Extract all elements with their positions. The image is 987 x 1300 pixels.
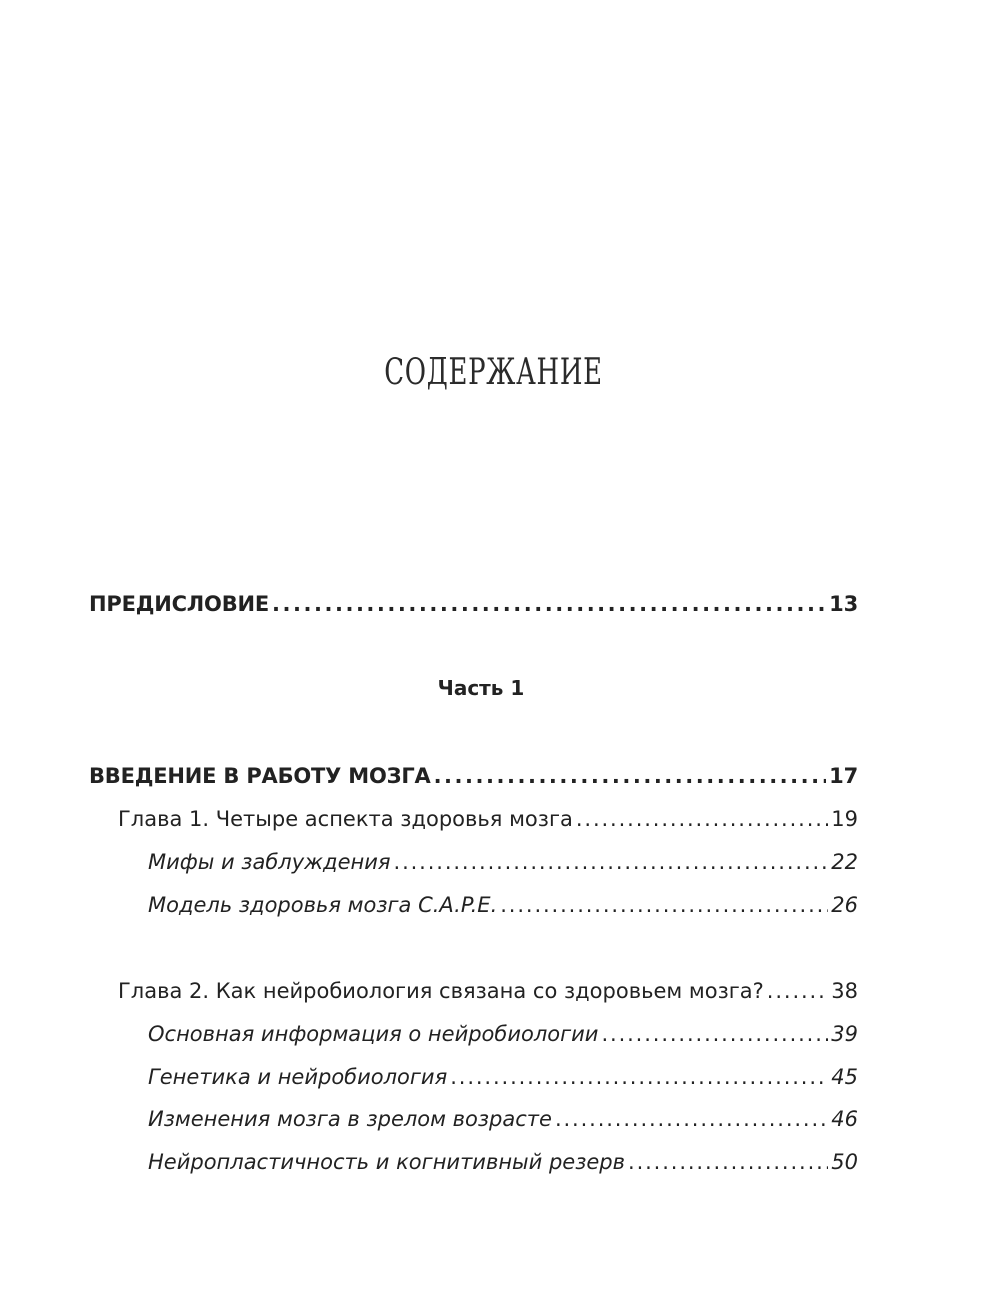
toc-entry-label: Генетика и нейробиология [148, 1065, 448, 1089]
toc-entry-subsection[interactable] [148, 1150, 858, 1174]
toc-entry-chapter-2[interactable] [118, 979, 858, 1003]
toc-page-number: 39 [831, 1022, 858, 1046]
toc-entry-subsection[interactable] [148, 1022, 858, 1046]
toc-page-number: 45 [831, 1065, 858, 1089]
dot-leader [555, 1107, 828, 1131]
page-title: СОДЕРЖАНИЕ [384, 352, 603, 393]
toc-page-number: 26 [831, 893, 858, 917]
toc-page-number: 17 [829, 764, 858, 788]
dot-leader [601, 1022, 828, 1046]
toc-page-number: 38 [831, 979, 858, 1003]
toc-entry-label: Изменения мозга в зрелом возрасте [148, 1107, 552, 1131]
toc-page-number: 19 [831, 807, 858, 831]
toc-page-number: 22 [831, 850, 858, 874]
toc-entry-subsection[interactable] [148, 850, 858, 874]
dot-leader [272, 592, 826, 616]
toc-entry-label: Глава 1. Четыре аспекта здоровья мозга [118, 807, 573, 831]
dot-leader [450, 1065, 828, 1089]
toc-entry-label: Мифы и заблуждения [148, 850, 391, 874]
toc-entry-label: Глава 2. Как нейробиология связана со здоровьем мозга? [118, 979, 764, 1003]
dot-leader [434, 764, 827, 788]
toc-entry-label: Нейропластичность и когнитивный резерв [148, 1150, 626, 1174]
toc-entry-label: Основная информация о нейробиологии [148, 1022, 599, 1046]
toc-entry-subsection[interactable] [148, 1107, 858, 1131]
toc-page-number: 13 [829, 592, 858, 616]
toc-entry-subsection[interactable] [148, 893, 858, 917]
toc-entry-label: ВВЕДЕНИЕ В РАБОТУ МОЗГА [89, 764, 431, 788]
toc-entry-chapter-1[interactable] [118, 807, 858, 831]
dot-leader [767, 979, 828, 1003]
dot-leader [576, 807, 828, 831]
dot-leader [500, 893, 828, 917]
toc-page-number: 50 [831, 1150, 858, 1174]
toc-entry-subsection[interactable] [148, 1065, 858, 1089]
dot-leader [394, 850, 829, 874]
toc-entry-label: ПРЕДИСЛОВИЕ [89, 592, 270, 616]
toc-entry-label: Модель здоровья мозга C.A.P.E. [148, 893, 498, 917]
part-heading: Часть 1 [437, 676, 525, 700]
toc-page-number: 46 [831, 1107, 858, 1131]
toc-entry-preface[interactable] [89, 592, 858, 616]
toc-entry-section[interactable] [89, 764, 858, 788]
dot-leader [628, 1150, 828, 1174]
